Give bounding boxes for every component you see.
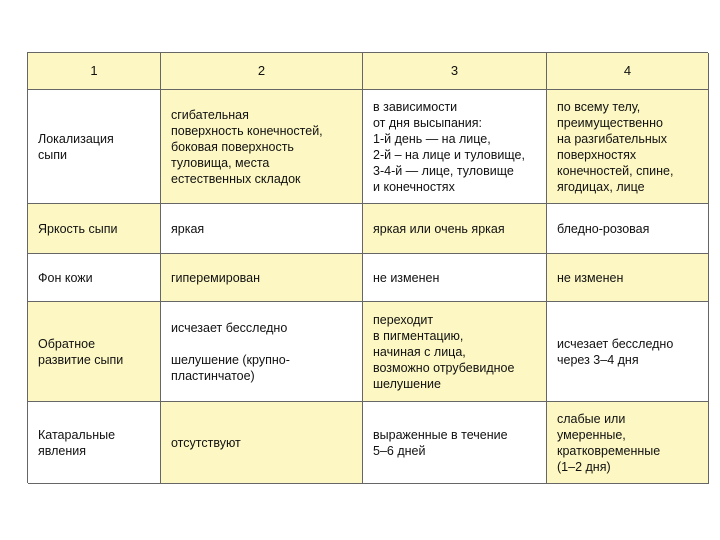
text-line: отсутствуют [171,435,241,450]
text-line: Обратное [38,336,96,351]
header-col-4: 4 [547,53,709,90]
text-line: через 3–4 дня [557,352,639,367]
text-line: бледно-розовая [557,221,650,236]
header-col-3: 3 [363,53,547,90]
text-line: Фон кожи [38,270,93,285]
row-skin-background-col3 [363,254,547,302]
text-line: ягодицах, лице [557,179,645,194]
text-line: сгибательная [171,107,249,122]
text-line: развитие сыпи [38,352,124,367]
text-line: (1–2 дня) [557,459,611,474]
text-line: и конечностях [373,179,455,194]
text-line: Яркость сыпи [38,221,118,236]
text-line: начиная с лица, [373,344,466,359]
row-skin-background-label [28,254,161,302]
text-line: по всему телу, [557,99,641,114]
text-line: на разгибательных [557,131,667,146]
text-line: туловища, места [171,155,270,170]
text-line: 5–6 дней [373,443,426,458]
row-brightness-col3 [363,204,547,254]
row-regression-col4 [547,302,709,402]
row-catarrhal-col4 [547,402,709,484]
row-regression-label [28,302,161,402]
text-line: переходит [373,312,434,327]
text-line: шелушение [373,376,441,391]
row-skin-background-col4 [547,254,709,302]
text-line: возможно отрубевидное [373,360,515,375]
text-line: исчезает бесследно [171,320,288,335]
text-line: яркая или очень яркая [373,221,505,236]
text-line: поверхность конечностей, [171,123,323,138]
text-line: не изменен [373,270,440,285]
comparison-table [27,52,708,483]
text-line: кратковременные [557,443,661,458]
text-line: естественных складок [171,171,301,186]
row-skin-background-col2 [161,254,363,302]
text-line: гиперемирован [171,270,261,285]
text-line: умеренные, [557,427,626,442]
text-line: Катаральные [38,427,116,442]
header-col-1: 1 [28,53,161,90]
text-line: сыпи [38,147,67,162]
text-line: исчезает бесследно [557,336,674,351]
row-regression-col2 [161,302,363,402]
text-line: явления [38,443,87,458]
text-line: выраженные в течение [373,427,508,442]
text-line: от дня высыпания: [373,115,483,130]
text-line: поверхностях [557,147,637,162]
row-localization-col4 [547,90,709,204]
text-line: 1-й день — на лице, [373,131,491,146]
row-localization-col2 [161,90,363,204]
header-col-2: 2 [161,53,363,90]
text-line: шелушение (крупно- [171,352,290,367]
text-line: боковая поверхность [171,139,294,154]
row-localization-col3 [363,90,547,204]
text-line: не изменен [557,270,624,285]
row-brightness-col2 [161,204,363,254]
text-line: конечностей, спине, [557,163,674,178]
text-line: преимущественно [557,115,663,130]
text-line: пластинчатое) [171,368,255,383]
text-line: в зависимости [373,99,458,114]
row-catarrhal-label [28,402,161,484]
text-line: 3-4-й — лице, туловище [373,163,514,178]
row-brightness-col4 [547,204,709,254]
row-localization-label [28,90,161,204]
text-line: Локализация [38,131,114,146]
row-regression-col3 [363,302,547,402]
text-line: в пигментацию, [373,328,464,343]
text-line: слабые или [557,411,626,426]
text-line: яркая [171,221,205,236]
row-catarrhal-col3 [363,402,547,484]
row-brightness-label [28,204,161,254]
row-catarrhal-col2 [161,402,363,484]
text-line: 2-й – на лице и туловище, [373,147,525,162]
